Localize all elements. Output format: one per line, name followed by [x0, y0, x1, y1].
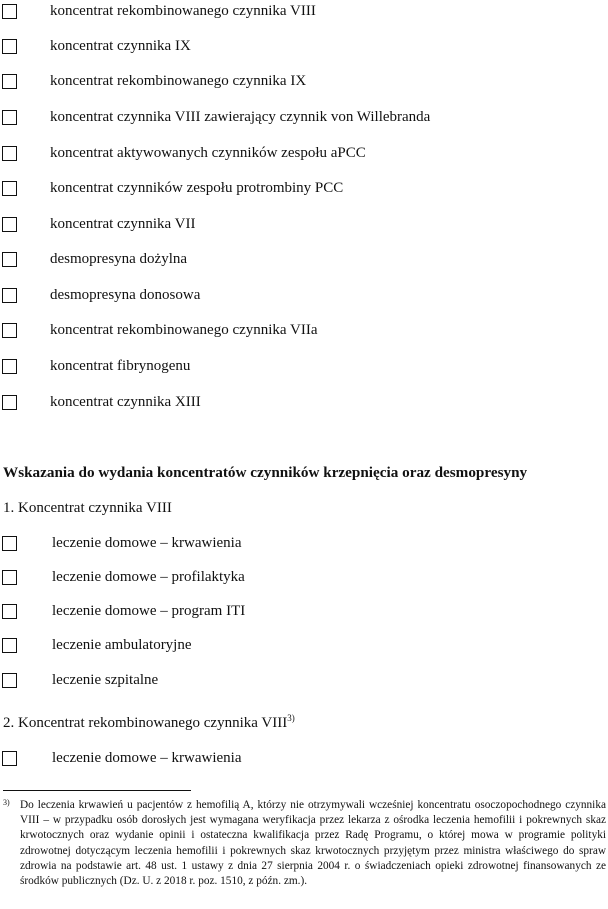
- subsection-title: [3, 713, 295, 732]
- checkbox[interactable]: [2, 217, 17, 232]
- subsection-title-text: 2. Koncentrat rekombinowanego czynnika VIII: [3, 715, 288, 731]
- footnote-separator: [3, 790, 191, 791]
- checklist-item-label: koncentrat fibrynogenu: [50, 358, 191, 374]
- checkbox[interactable]: [2, 395, 17, 410]
- checklist-item-label: koncentrat aktywowanych czynników zespołu aPCC: [50, 145, 366, 161]
- checkbox[interactable]: [2, 359, 17, 374]
- checkbox[interactable]: [2, 39, 17, 54]
- section-title: Wskazania do wydania koncentratów czynników krzepnięcia oraz desmopresyny: [3, 464, 528, 481]
- footnote-marker: 3): [3, 798, 10, 807]
- checkbox[interactable]: [2, 288, 17, 303]
- checklist-item-label: leczenie szpitalne: [52, 672, 159, 688]
- checklist-item-label: koncentrat rekombinowanego czynnika VIIa: [50, 322, 318, 338]
- checkbox[interactable]: [2, 536, 17, 551]
- checklist-item-label: leczenie domowe – krwawienia: [52, 535, 242, 551]
- checklist-item-label: leczenie domowe – program ITI: [52, 603, 246, 619]
- checkbox[interactable]: [2, 751, 17, 766]
- checkbox[interactable]: [2, 146, 17, 161]
- checkbox[interactable]: [2, 74, 17, 89]
- checkbox[interactable]: [2, 181, 17, 196]
- checkbox[interactable]: [2, 252, 17, 267]
- checkbox[interactable]: [2, 110, 17, 125]
- checklist-item-label: koncentrat czynnika VIII zawierający czynnik von Willebranda: [50, 109, 431, 125]
- checklist-item-label: desmopresyna dożylna: [50, 251, 188, 267]
- footnote-text: Do leczenia krwawień u pacjentów z hemofilią A, którzy nie otrzymywali wcześniej koncentratu osoczopochodnego czynnika VIII – w przypadku osób dorosłych jest wymagana weryfikacja przez lekarza z ośrodka leczenia hemofilii i pokrewnych skaz krwotocznych oraz wydanie opinii i ostateczna kwalifikacja przez Radę Programu, o której mowa w programie polityki zdrowotnej dotyczącym leczenia hemofilii i pokrewnych skaz krwotocznych przyjętym przez ministra właściwego do spraw zdrowia na podstawie art. 48 ust. 1 ustawy z dnia 27 sierpnia 2004 r. o świadczeniach opieki zdrowotnej finansowanych ze środków publicznych (Dz. U. z 2018 r. poz. 1510, z późn. zm.).: [20, 799, 606, 888]
- checklist-item-label: koncentrat czynników zespołu protrombiny PCC: [50, 180, 344, 196]
- checkbox[interactable]: [2, 4, 17, 19]
- checklist-item-label: koncentrat czynnika IX: [50, 38, 191, 54]
- checklist-item-label: leczenie domowe – krwawienia: [52, 750, 242, 766]
- footnote: [3, 798, 606, 889]
- checklist-item-label: koncentrat rekombinowanego czynnika VIII: [50, 3, 316, 19]
- subsection-title: 1. Koncentrat czynnika VIII: [3, 500, 172, 516]
- checklist-item-label: koncentrat czynnika VII: [50, 216, 196, 232]
- checklist-item-label: koncentrat rekombinowanego czynnika IX: [50, 73, 307, 89]
- checkbox[interactable]: [2, 638, 17, 653]
- checkbox[interactable]: [2, 604, 17, 619]
- footnote-reference: 3): [287, 713, 295, 723]
- checkbox[interactable]: [2, 323, 17, 338]
- checklist-item-label: leczenie ambulatoryjne: [52, 637, 192, 653]
- checkbox[interactable]: [2, 673, 17, 688]
- checklist-item-label: desmopresyna donosowa: [50, 287, 201, 303]
- checklist-item-label: koncentrat czynnika XIII: [50, 394, 201, 410]
- checklist-item-label: leczenie domowe – profilaktyka: [52, 569, 245, 585]
- checkbox[interactable]: [2, 570, 17, 585]
